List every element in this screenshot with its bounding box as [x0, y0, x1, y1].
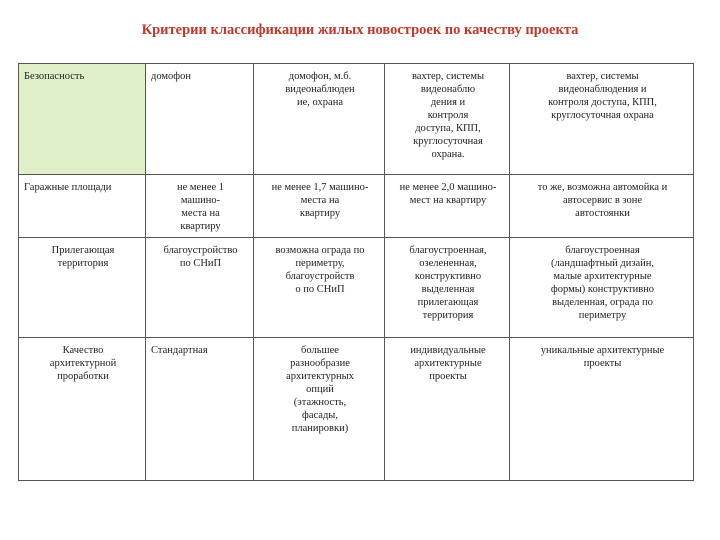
table-cell: Стандартная [146, 338, 254, 481]
table-row [19, 175, 694, 238]
table-cell: благоустроенная (ландшафтный дизайн, малые архитектурные формы) конструктивно выделенная, ограда по периметру [510, 238, 694, 338]
table-cell: не менее 2,0 машино- мест на квартиру [385, 175, 510, 238]
table-cell: вахтер, системы видеонаблюдения и контроля доступа, КПП, круглосуточная охрана [510, 64, 694, 175]
table-cell: домофон [146, 64, 254, 175]
criterion-cell: Гаражные площади [19, 175, 146, 238]
classification-table [18, 63, 694, 481]
criterion-cell: Безопасность [19, 64, 146, 175]
table-cell: домофон, м.б. видеонаблюден ие, охрана [254, 64, 385, 175]
table-row [19, 238, 694, 338]
table-cell: вахтер, системы видеонаблю дения и контроля доступа, КПП, круглосуточная охрана. [385, 64, 510, 175]
table-cell: благоустройство по СНиП [146, 238, 254, 338]
table-cell: индивидуальные архитектурные проекты [385, 338, 510, 481]
criterion-cell: Качество архитектурной проработки [19, 338, 146, 481]
table-cell: благоустроенная, озелененная, конструктивно выделенная прилегающая территория [385, 238, 510, 338]
table-cell: возможна ограда по периметру, благоустройств о по СНиП [254, 238, 385, 338]
table-cell: большее разнообразие архитектурных опций (этажность, фасады, планировки) [254, 338, 385, 481]
page-title: Критерии классификации жилых новостроек по качеству проекта [141, 22, 579, 38]
criterion-cell: Прилегающая территория [19, 238, 146, 338]
table-cell: уникальные архитектурные проекты [510, 338, 694, 481]
table-row [19, 338, 694, 481]
table-row [19, 64, 694, 175]
table-cell: то же, возможна автомойка и автосервис в зоне автостоянки [510, 175, 694, 238]
table-cell: не менее 1,7 машино- места на квартиру [254, 175, 385, 238]
table-cell: не менее 1 машино- места на квартиру [146, 175, 254, 238]
